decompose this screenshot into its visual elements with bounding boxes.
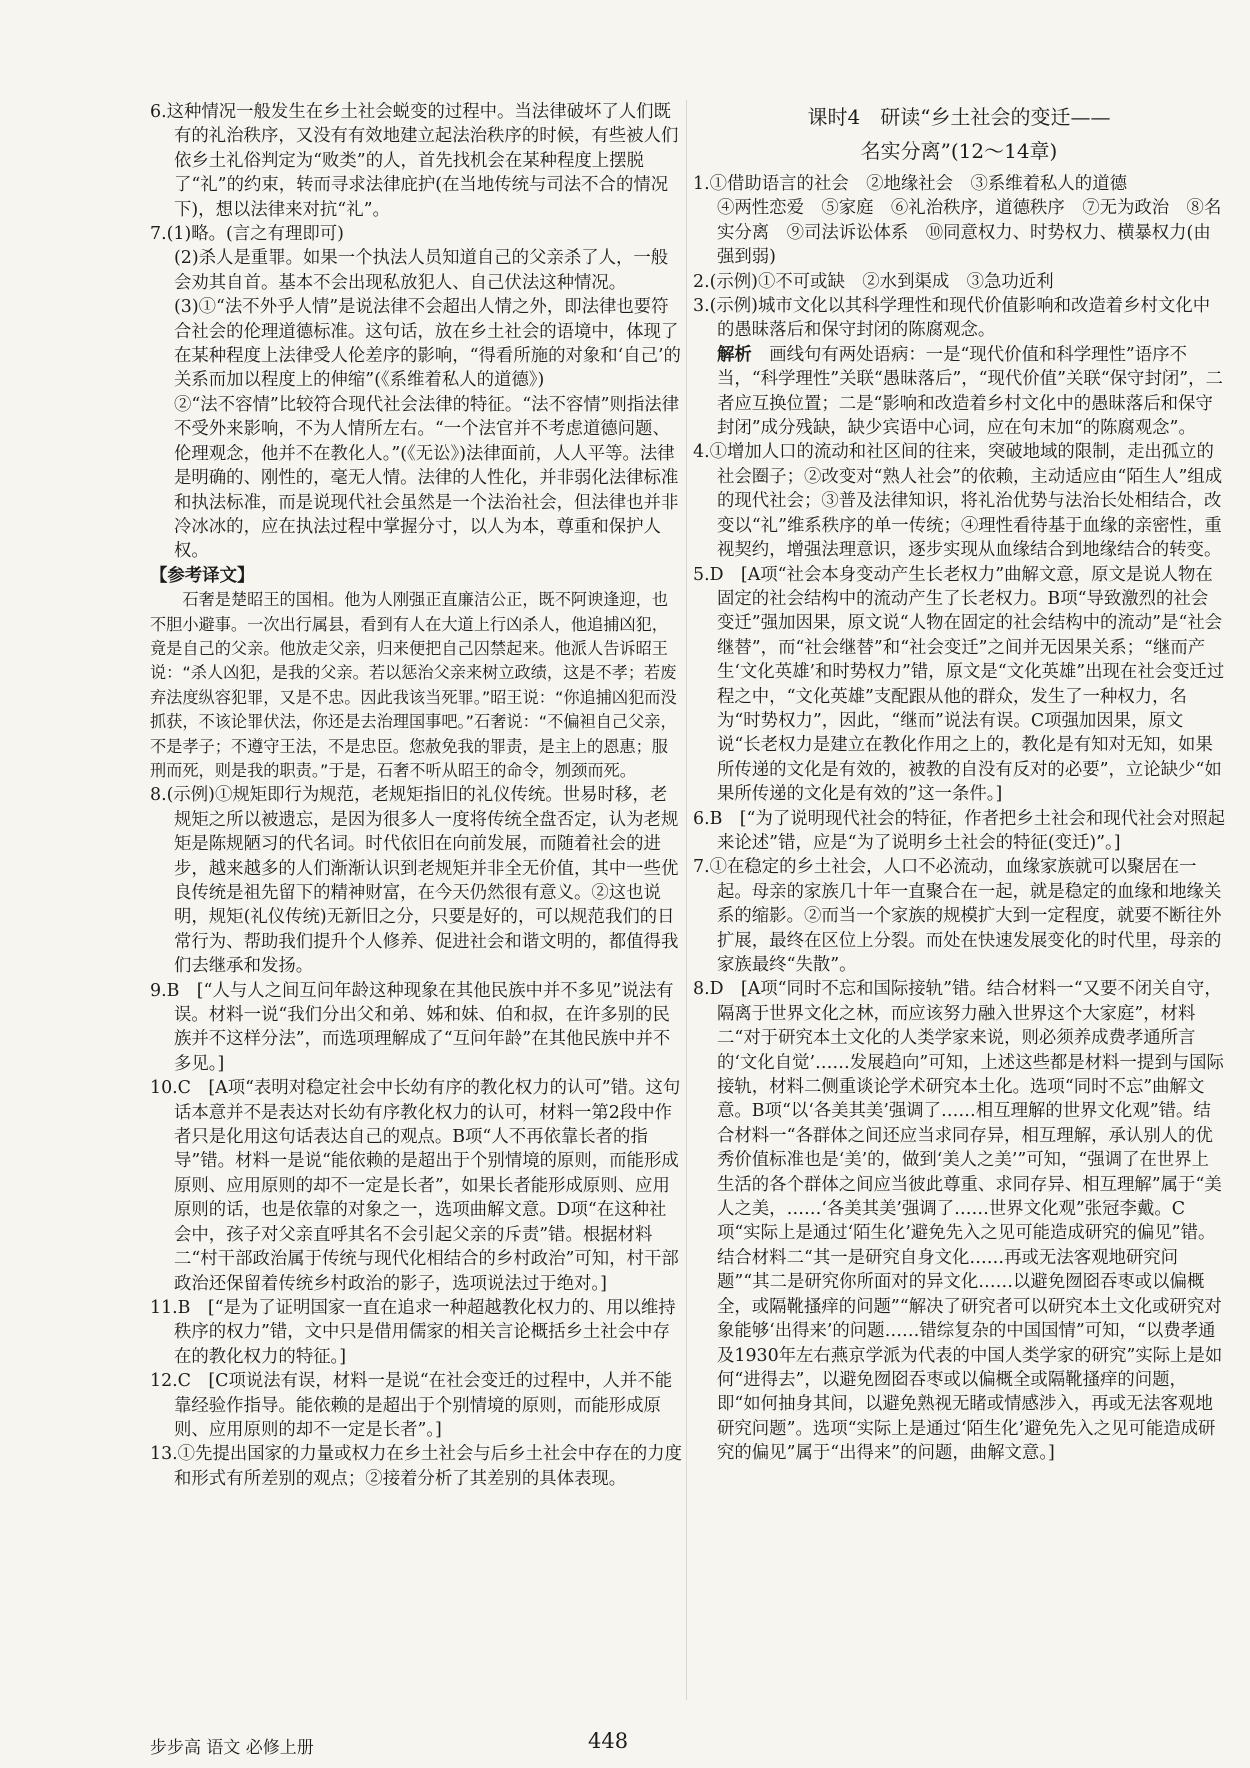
answer-6: 6.这种情况一般发生在乡土社会蜕变的过程中。当法律破坏了人们既有的礼治秩序，又没有有效地建立起法治秩序的时候，有些被人们依乡土礼俗判定为“败类”的人，首先找机会在某种程度上摆脱了“礼”的约束，转而寻求法律庇护(在当地传统与司法不合的情况下)，想以法律来对抗“礼”。 <box>150 102 679 220</box>
analysis-text: 画线句有两处语病：一是“现代价值和科学理性”语序不当，“科学理性”关联“愚昧落后”，“现代价值”关联“保守封闭”，二者应互换位置；二是“影响和改造着乡村文化中的愚昧落后和保守封闭”成分残缺，缺少宾语中心词，应在句末加“的陈腐观念”。 <box>717 344 1223 439</box>
lesson-title-line2: 名实分离”(12～14章) <box>860 139 1058 163</box>
answer-r1a: 1.①借助语言的社会 ②地缘社会 ③系维着私人的道德 <box>693 174 1127 194</box>
lesson-title-line1: 课时4 研读“乡土社会的变迁—— <box>807 105 1111 129</box>
left-column <box>150 100 682 1491</box>
answer-r1b: ④两性恋爱 ⑤家庭 ⑥礼治秩序，道德秩序 ⑦无为政治 ⑧名实分离 ⑨司法诉讼体系 ⑩同意权力、时势权力、横暴权力(由强到弱) <box>717 198 1222 268</box>
answer-r2: 2.(示例)①不可或缺 ②水到渠成 ③急功近利 <box>693 271 1054 292</box>
answer-8: 8.(示例)①规矩即行为规范，老规矩指旧的礼仪传统。世易时移，老规矩之所以被遗忘，是因为很多人一度将传统全盘否定，认为老规矩是陈规陋习的代名词。时代依旧在向前发展，而随着社会的进步，越来越多的人们渐渐认识到老规矩并非全无价值，其中一些优良传统是祖先留下的精神财富，在今天仍然很有意义。②这也说明，规矩(礼仪传统)无新旧之分，只要是好的，可以规范我们的日常行为、帮助我们提升个人修养、促进社会和谐文明的，都值得我们去继承和发扬。 <box>150 785 679 977</box>
answer-7-1: 7.(1)略。(言之有理即可) <box>150 224 344 245</box>
answer-10: 10.C [A项“表明对稳定社会中长幼有序的教化权力的认可”错。这句话本意并不是表达对长幼有序教化权力的认可，材料一第2段中作者只是化用这句话表达自己的观点。B项“人不再依靠长者的指导”错。材料一是说“能依赖的是超出于个别情境的原则，而能形成原则、应用原则的却不一定是长者”，如果长者能形成原则、应用原则的话，也是依靠的对象之一，选项曲解文意。D项“在这种社会中，孩子对父亲直呼其名不会引起父亲的斥责”错。根据材料二“村干部政治属于传统与现代化相结合的乡村政治”可知，村干部政治还保留着传统乡村政治的影子，选项说法过于绝对。] <box>150 1078 681 1294</box>
answer-11: 11.B [“是为了证明国家一直在追求一种超越教化权力的、用以维持秩序的权力”错，文中只是借用儒家的相关言论概括乡土社会中存在的教化权力的特征。] <box>150 1297 676 1367</box>
answer-13: 13.①先提出国家的力量或权力在乡土社会与后乡土社会中存在的力度和形式有所差别的观点；②接着分析了其差别的具体表现。 <box>150 1444 682 1489</box>
answer-r7: 7.①在稳定的乡土社会，人口不必流动，血缘家族就可以聚居在一起。母亲的家族几十年一直聚合在一起，就是稳定的血缘和地缘关系的缩影。②而当一个家族的规模扩大到一定程度，就要不断往外扩展，最终在区位上分裂。而处在快速发展变化的时代里，母亲的家族最终“失散”。 <box>693 857 1222 975</box>
answer-7-2: (2)杀人是重罪。如果一个执法人员知道自己的父亲杀了人，一般会劝其自首。基本不会出现私放犯人、自己伏法这种情况。 <box>174 248 669 293</box>
reference-translation-text: 石奢是楚昭王的国相。他为人刚强正直廉洁公正，既不阿谀逢迎，也不胆小避事。一次出行属县，看到有人在大道上行凶杀人，他追捕凶犯，竟是自己的父亲。他放走父亲，归来便把自己囚禁起来。他派人告诉昭王说：“杀人凶犯，是我的父亲。若以惩治父亲来树立政绩，这是不孝；若废弃法度纵容犯罪，又是不忠。因此我该当死罪。”昭王说：“你追捕凶犯而没抓获，不该论罪伏法，你还是去治理国事吧。”石奢说：“不偏袒自己父亲，不是孝子；不遵守王法，不是忠臣。您赦免我的罪责，是主上的恩惠；服刑而死，则是我的职责。”于是，石奢不听从昭王的命令，刎颈而死。 <box>150 590 677 780</box>
column-divider <box>686 100 687 1700</box>
footer-book-title: 步步高 语文 必修上册 <box>150 1738 314 1758</box>
page-number: 448 <box>588 1729 629 1753</box>
answer-12: 12.C [C项说法有误，材料一是说“在社会变迁的过程中，人并不能靠经验作指导。能依赖的是超出于个别情境的原则，而能形成原则、应用原则的却不一定是长者”。] <box>150 1371 673 1440</box>
answer-7-3b: ②“法不容情”比较符合现代社会法律的特征。“法不容情”则指法律不受外来影响，不为人情所左右。“一个法官并不考虑道德问题、伦理观念，他并不在教化人。”(《无讼》)法律面前，人人平等。法律是明确的、刚性的，毫无人情。法律的人性化，并非弱化法律标准和执法标准，而是说现代社会虽然是一个法治社会，但法律也并非冷冰冰的，应在执法过程中掌握分寸，以人为本，尊重和保护人权。 <box>174 394 680 562</box>
reference-translation-heading: 【参考译文】 <box>150 565 255 586</box>
answer-7-3a: (3)①“法不外乎人情”是说法律不会超出人情之外，即法律也要符合社会的伦理道德标准。这句话，放在乡土社会的语境中，体现了在某种程度上法律受人伦差序的影响，“得看所施的对象和‘自己’的关系而加以程度上的伸缩”(《系维着私人的道德》) <box>174 297 681 391</box>
analysis-label: 解析 <box>717 344 752 365</box>
answer-r4: 4.①增加人口的流动和社区间的往来，突破地域的限制，走出孤立的社会圈子；②改变对“熟人社会”的依赖，主动适应由“陌生人”组成的现代社会；③普及法律知识，将礼治优势与法治长处相结合，改变以“礼”维系秩序的单一传统；④理性看待基于血缘的亲密性，重视契约，增强法理意识，逐步实现从血缘结合到地缘结合的转变。 <box>693 442 1223 561</box>
answer-r5: 5.D [A项“社会本身变动产生长老权力”曲解文意，原文是说人物在固定的社会结构中的流动产生了长老权力。B项“导致激烈的社会变迁”强加因果，原文说“人物在固定的社会结构中的流动”是“社会继替”，而“社会继替”和“社会变迁”之间并无因果关系；“继而产生‘文化英雄’和时势权力”错，原文是“文化英雄”出现在社会变迁过程之中，“文化英雄”支配跟从他的群众，发生了一种权力，名为“时势权力”，因此，“继而”说法有误。C项强加因果，原文说“长老权力是建立在教化作用之上的，教化是有知对无知，如果所传递的文化是有效的，被教的自没有反对的必要”，立论缺少“如果所传递的文化是有效的”这一条件。] <box>693 564 1225 805</box>
answer-r8: 8.D [A项“同时不忘和国际接轨”错。结合材料一“又要不闭关自守，隔离于世界文化之林，而应该努力融入世界这个大家庭”，材料二“对于研究本土文化的人类学家来说，则必须养成费孝通所言的‘文化自觉’……发展趋向”可知，上述这些都是材料一提到与国际接轨，材料二侧重谈论学术研究本土化。选项“同时不忘”曲解文意。B项“以‘各美其美’强调了……相互理解的世界文化观”错。结合材料一“各群体之间还应当求同存异，相互理解，承认别人的优秀价值标准也是‘美’的，做到‘美人之美’”可知，“强调了在世界上生活的各个群体之间应当彼此尊重、求同存异、相互理解”属于“美人之美，……‘各美其美’强调了……世界文化观”张冠李戴。C项“实际上是通过‘陌生化’避免先入之见可能造成研究的偏见”错。结合材料二“其一是研究自身文化……再或无法客观地研究问题”“其二是研究你所面对的异文化……以避免囫囵吞枣或以偏概全，或隔靴搔痒的问题”“解决了研究者可以研究本土文化或研究对象能够‘出得来’的问题……错综复杂的中国国情”可知，“以费孝通及1930年左右燕京学派为代表的中国人类学家的研究”实际上是如何“进得去”，以避免囫囵吞枣或以偏概全或隔靴搔痒的问题，即“如何抽身其间，以避免熟视无睹或情感涉入，再或无法客观地研究问题”。选项“实际上是通过‘陌生化’避免先入之见可能造成研究的偏见”属于“出得来”的问题，曲解文意。] <box>693 979 1224 1464</box>
answer-r3-analysis <box>693 343 1225 441</box>
lesson-title <box>693 100 1225 168</box>
answer-9: 9.B [“人与人之间互问年龄这种现象在其他民族中并不多见”说法有误。材料一说“我们分出父和弟、姊和妹、伯和叔，在许多别的民族并不这样分法”，而选项理解成了“互问年龄”在其他民族中并不多见。] <box>150 980 674 1074</box>
answer-r6: 6.B [“为了说明现代社会的特征，作者把乡土社会和现代社会对照起来论述”错，应是“为了说明乡土社会的特征(变迁)”。] <box>693 808 1225 853</box>
right-column <box>693 100 1225 1466</box>
answer-r3: 3.(示例)城市文化以其科学理性和现代价值影响和改造着乡村文化中的愚昧落后和保守封闭的陈腐观念。 <box>693 296 1211 341</box>
